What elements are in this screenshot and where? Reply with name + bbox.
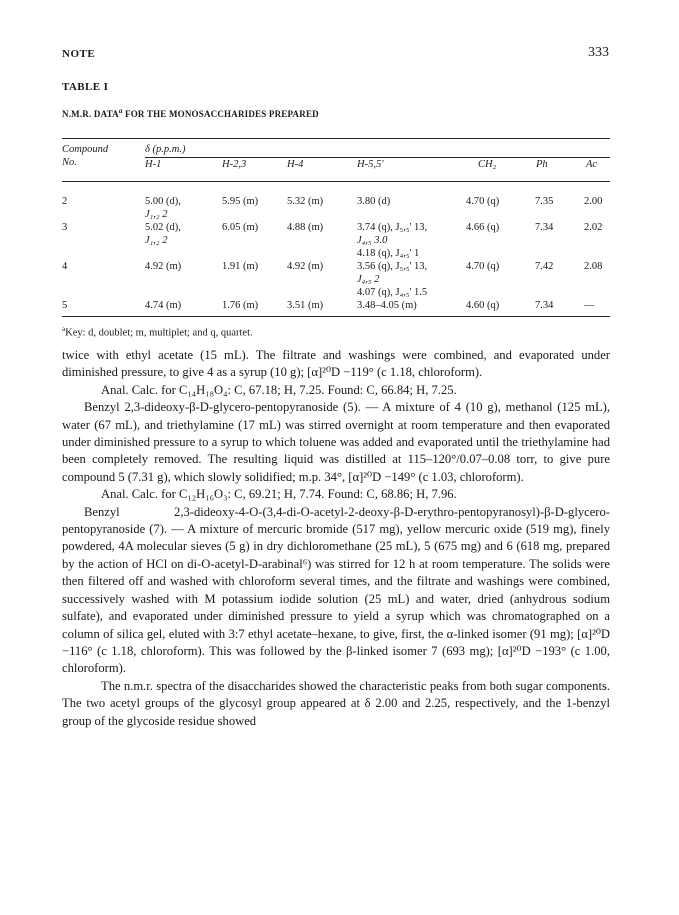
table-cell-ph: 7.34 bbox=[535, 222, 554, 233]
table-cell-h4: 4.88 (m) bbox=[287, 222, 324, 233]
table-cell-ac: 2.08 bbox=[584, 261, 603, 272]
col-ac: Ac bbox=[586, 159, 598, 170]
table-cell-h1: 5.00 (d), bbox=[145, 196, 181, 207]
table-cell-h23: 6.05 (m) bbox=[222, 222, 259, 233]
paragraph: Anal. Calc. for C₁₂H₁₆O₃: C, 69.21; H, 7.74. Found: C, 68.86; H, 7.96. bbox=[101, 487, 457, 502]
table-cell-ac: 2.02 bbox=[584, 222, 603, 233]
table-cell-no: 5 bbox=[62, 300, 68, 311]
table-cell-h23: 5.95 (m) bbox=[222, 196, 259, 207]
table-cell-ac: 2.00 bbox=[584, 196, 603, 207]
table-cell-h55: 3.74 (q), J₅,₅' 13, bbox=[357, 222, 428, 233]
table-cell-h1: 4.74 (m) bbox=[145, 300, 182, 311]
table-cell-no: 2 bbox=[62, 196, 68, 207]
page-number: 333 bbox=[588, 45, 609, 60]
table-cell-h4: 3.51 (m) bbox=[287, 300, 324, 311]
paragraph: twice with ethyl acetate (15 mL). The filtrate and washings were combined, and evaporated under diminished pressure, to give 4 as a syrup (10 g); [α]²⁰D −119° (c 1.18, chloroform). bbox=[62, 348, 610, 380]
table-footnote: $^a$Key: d, doublet; m, multiplet; and q, quartet. bbox=[62, 325, 253, 339]
table-cell-ph: 7.35 bbox=[535, 196, 554, 207]
table-cell-ch2: 4.66 (q) bbox=[466, 222, 500, 233]
table-bottom-rule bbox=[62, 316, 610, 317]
col-delta: δ (p.p.m.) bbox=[145, 144, 186, 155]
table-label: TABLE I bbox=[62, 81, 109, 93]
table-cell-h55-2: 4.07 (q), J₄,₅' 1.5 bbox=[357, 287, 428, 298]
body-text bbox=[62, 347, 610, 730]
table-top-rule bbox=[62, 138, 610, 139]
table-cell-ch2: 4.60 (q) bbox=[466, 300, 500, 311]
table-cell-no: 4 bbox=[62, 261, 68, 272]
table-cell-h55: 3.48–4.05 (m) bbox=[357, 300, 417, 311]
table-cell-h4: 5.32 (m) bbox=[287, 196, 324, 207]
table-cell-ch2: 4.70 (q) bbox=[466, 261, 500, 272]
col-ch2: CH₂ bbox=[478, 159, 497, 170]
table-cell-ac: — bbox=[584, 300, 595, 311]
table-cell-h55-j: J₄,₅ 2 bbox=[357, 274, 380, 285]
table-cell-ph: 7.42 bbox=[535, 261, 554, 272]
table-cell-h55: 3.56 (q), J₅,₅' 13, bbox=[357, 261, 428, 272]
table-cell-h1-j: J₁,₂ 2 bbox=[145, 235, 168, 246]
table-cell-no: 3 bbox=[62, 222, 68, 233]
paragraph: Benzyl 2,3-dideoxy-β-D-glycero-pentopyranoside (5). — A mixture of 4 (10 g), methanol (125 mL), water (67 mL), and triethylamine (17 mL) was stirred overnight at room temperature and then evaporated under diminished pressure to a syrup to which toluene was added and evaporated until the triethylamine had been completely removed. The resulting liquid was distilled at 115–120°/0.07–0.08 torr, to give pure compound 5 (7.31 g), which slowly solidified; m.p. 34°, [α]²⁰D −149° (c 1.03, chloroform). bbox=[62, 400, 610, 484]
table-cell-h23: 1.91 (m) bbox=[222, 261, 259, 272]
table-cell-h55-2: 4.18 (q), J₄,₅' 1 bbox=[357, 248, 420, 259]
table-caption: N.M.R. DATA$^a$ FOR THE MONOSACCHARIDES PREPARED bbox=[62, 107, 319, 119]
running-head: NOTE bbox=[62, 48, 96, 60]
col-h4: H-4 bbox=[287, 159, 304, 170]
table-cell-h55-j: J₄,₅ 3.0 bbox=[357, 235, 388, 246]
col-no: No. bbox=[62, 157, 77, 168]
paragraph: Anal. Calc. for C₁₄H₁₈O₄: C, 67.18; H, 7.25. Found: C, 66.84; H, 7.25. bbox=[101, 382, 457, 397]
table-cell-h55: 3.80 (d) bbox=[357, 196, 391, 207]
table-cell-h1: 4.92 (m) bbox=[145, 261, 182, 272]
table-cell-h1-j: J₁,₂ 2 bbox=[145, 209, 168, 220]
col-compound: Compound bbox=[62, 144, 109, 155]
table-cell-ch2: 4.70 (q) bbox=[466, 196, 500, 207]
table-cell-h4: 4.92 (m) bbox=[287, 261, 324, 272]
col-h23: H-2,3 bbox=[222, 159, 247, 170]
col-h1: H-1 bbox=[145, 159, 162, 170]
table-cell-ph: 7.34 bbox=[535, 300, 554, 311]
table-head-rule bbox=[62, 181, 610, 182]
paragraph: Benzyl 2,3-dideoxy-4-O-(3,4-di-O-acetyl-2-deoxy-β-D-erythro-pentopyranosyl)-β-D-glycero-pentopyranoside (7). — A mixture of mercuric bromide (517 mg), yellow mercuric oxide (519 mg), finely powdered, 4A molecular sieves (5 g) in dry dichloromethane (25 mL), 5 (675 mg) and 6 (618 mg, prepared by the action of HCl on di-O-acetyl-D-arabinal⁶) was stirred for 12 h at room temperature. The solids were then filtered off and washed with chloroform several times, and the filtrate and washings were combined, successively washed with M potassium iodide solution (25 mL) and water, dried (anhydrous sodium sulfate), and evaporated under diminished pressure to yield a syrup which was chromatographed on a column of silica gel, eluted with 3:7 ethyl acetate–hexane, to give, first, the α-linked isomer (91 mg); [α]²⁰D −116° (c 1.18, chloroform). This was followed by the β-linked isomer 7 (693 mg); [α]²⁰D −193° (c 1.00, chloroform). bbox=[62, 504, 610, 676]
col-h55: H-5,5' bbox=[357, 159, 384, 170]
table-cell-h1: 5.02 (d), bbox=[145, 222, 181, 233]
paragraph: The n.m.r. spectra of the disaccharides showed the characteristic peaks from both sugar components. The two acetyl groups of the glycosyl group appeared at δ 2.00 and 2.25, respectively, and the 1-benzyl group of the glycoside residue showed bbox=[62, 678, 610, 728]
col-ph: Ph bbox=[536, 159, 548, 170]
table-cell-h23: 1.76 (m) bbox=[222, 300, 259, 311]
